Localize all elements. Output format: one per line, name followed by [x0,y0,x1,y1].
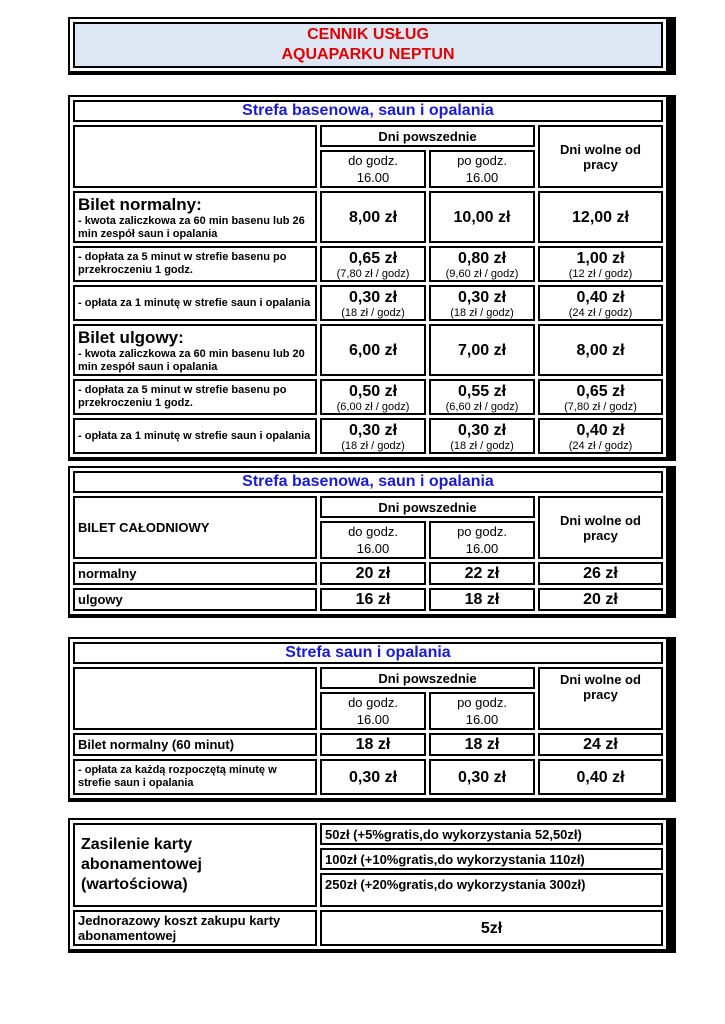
price-cell: 1,00 zł (12 zł / godz) [538,246,663,282]
price-cell: 24 zł [538,733,663,756]
price-cell: 0,30 zł [320,759,426,795]
price-cell: 0,30 zł (18 zł / godz) [429,418,535,454]
price-cell: 20 zł [538,588,663,611]
header-before-16: do godz. 16.00 [320,692,426,730]
row-sauna-normal-desc: Bilet normalny (60 minut) [73,733,317,756]
card-cost-label: Jednorazowy koszt zakupu karty abonamentowej [73,910,317,946]
price-cell: 7,00 zł [429,324,535,376]
price-cell: 0,50 zł (6,00 zł / godz) [320,379,426,415]
section-sauna-tanning [68,637,676,802]
header-empty-cell [73,125,317,188]
reduced-ticket-label: Bilet ulgowy: [78,328,184,347]
price-cell: 20 zł [320,562,426,585]
title-frame [68,17,676,75]
price-cell: 18 zł [429,588,535,611]
price-table-day [70,468,666,614]
price-cell: 18 zł [429,733,535,756]
price-cell: 0,30 zł (18 zł / godz) [429,285,535,321]
price-cell: 0,30 zł (18 zł / godz) [320,418,426,454]
header-weekend: Dni wolne od pracy [538,125,663,188]
header-weekdays: Dni powszednie [320,125,535,147]
header-weekdays: Dni powszednie [320,667,535,689]
page-title [73,22,663,68]
price-cell: 16 zł [320,588,426,611]
section-heading: Strefa basenowa, saun i opalania [73,471,663,493]
section-subscription-card [68,818,676,953]
price-cell: 10,00 zł [429,191,535,243]
header-weekend: Dni wolne od pracy [538,667,663,730]
price-cell: 8,00 zł [320,191,426,243]
section-heading: Strefa saun i opalania [73,642,663,664]
topup-option: 100zł (+10%gratis,do wykorzystania 110zł) [320,848,663,870]
header-after-16: po godz. 16.00 [429,150,535,188]
price-cell: 12,00 zł [538,191,663,243]
price-cell: 22 zł [429,562,535,585]
row-reduced-sauna-desc: - opłata za 1 minutę w strefie saun i opalania [73,418,317,454]
header-before-16: do godz. 16.00 [320,150,426,188]
price-cell: 0,30 zł (18 zł / godz) [320,285,426,321]
price-table-hourly [70,97,666,457]
price-cell: 0,55 zł (6,60 zł / godz) [429,379,535,415]
price-cell: 26 zł [538,562,663,585]
header-after-16: po godz. 16.00 [429,521,535,559]
price-table-sauna [70,639,666,798]
price-cell: 0,65 zł (7,80 zł / godz) [538,379,663,415]
row-normal-sauna-desc: - opłata za 1 minutę w strefie saun i opalania [73,285,317,321]
price-cell: 0,80 zł (9,60 zł / godz) [429,246,535,282]
price-cell: 0,40 zł [538,759,663,795]
header-weekdays: Dni powszednie [320,496,535,518]
price-cell: 18 zł [320,733,426,756]
row-day-reduced-desc: ulgowy [73,588,317,611]
price-cell: 0,40 zł (24 zł / godz) [538,418,663,454]
normal-ticket-label: Bilet normalny: [78,195,202,214]
row-normal-base-desc: Bilet normalny: - kwota zaliczkowa za 60 min basenu lub 26 min zespół saun i opalania [73,191,317,243]
row-sauna-minute-desc: - opłata za każdą rozpoczętą minutę w strefie saun i opalania [73,759,317,795]
title-line-1: CENNIK USŁUG [307,26,429,43]
row-reduced-base-desc: Bilet ulgowy: - kwota zaliczkowa za 60 min basenu lub 20 min zespół saun i opalania [73,324,317,376]
header-before-16: do godz. 16.00 [320,521,426,559]
topup-option: 50zł (+5%gratis,do wykorzystania 52,50zł) [320,823,663,845]
header-empty-cell [73,667,317,730]
price-cell: 0,30 zł [429,759,535,795]
day-ticket-label: BILET CAŁODNIOWY [73,496,317,559]
topup-label: Zasilenie karty abonamentowej (wartościowa) [73,823,317,907]
price-table-card [70,820,666,949]
price-cell: 8,00 zł [538,324,663,376]
price-cell: 0,65 zł (7,80 zł / godz) [320,246,426,282]
section-day-ticket [68,466,676,618]
price-cell: 6,00 zł [320,324,426,376]
header-weekend: Dni wolne od pracy [538,496,663,559]
card-cost-price: 5zł [320,910,663,946]
price-cell: 0,40 zł (24 zł / godz) [538,285,663,321]
topup-option: 250zł (+20%gratis,do wykorzystania 300zł) [320,873,663,907]
row-reduced-surcharge-desc: - dopłata za 5 minut w strefie basenu po przekroczeniu 1 godz. [73,379,317,415]
header-after-16: po godz. 16.00 [429,692,535,730]
section-pool-sauna-tanning [68,95,676,461]
section-heading: Strefa basenowa, saun i opalania [73,100,663,122]
row-normal-surcharge-desc: - dopłata za 5 minut w strefie basenu po przekroczeniu 1 godz. [73,246,317,282]
title-line-2: AQUAPARKU NEPTUN [281,46,455,63]
row-day-normal-desc: normalny [73,562,317,585]
